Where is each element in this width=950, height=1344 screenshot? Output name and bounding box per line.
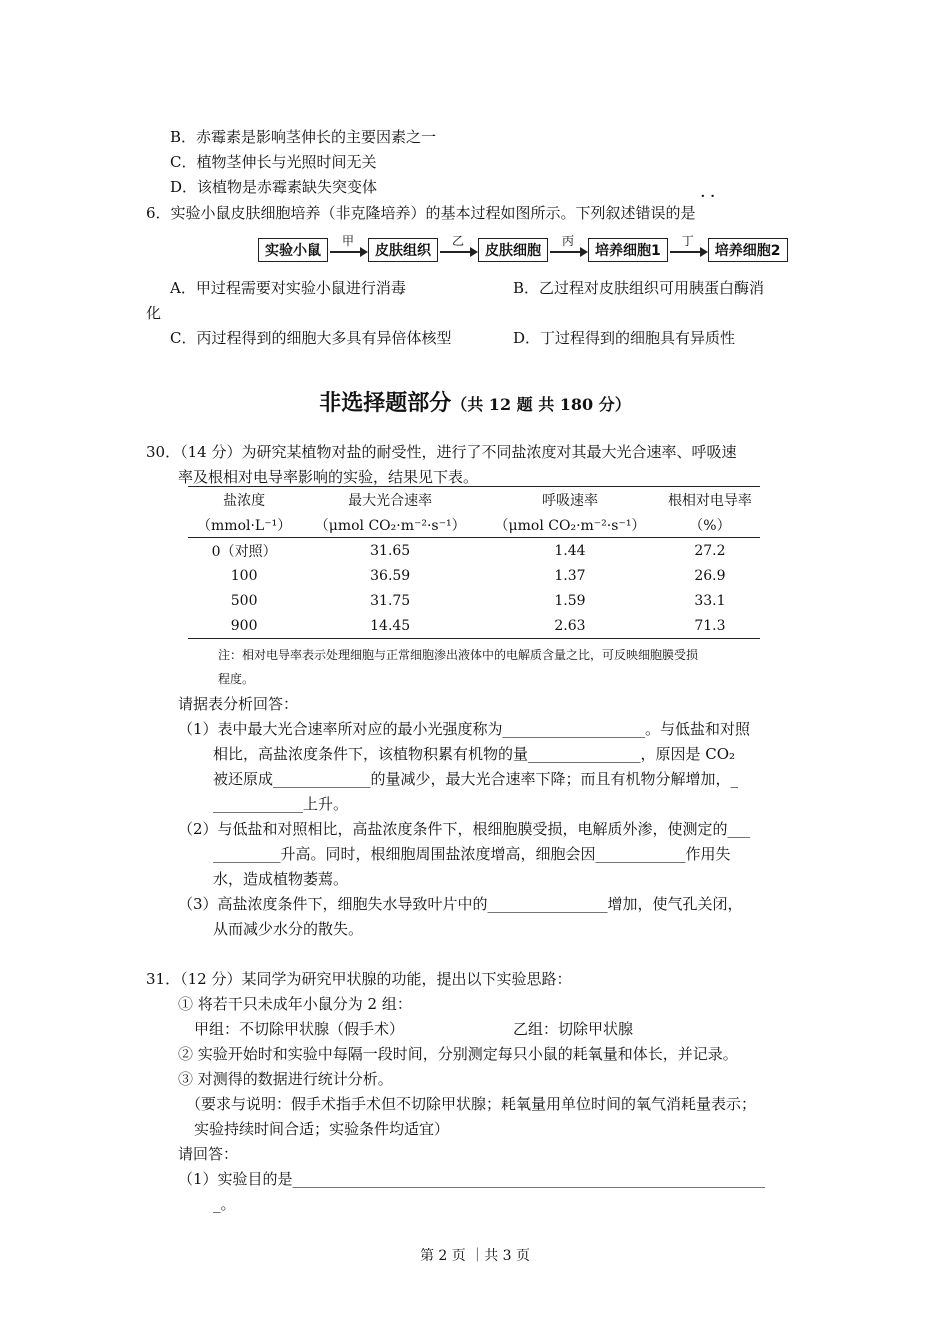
table-cell: 0（对照） [211,543,277,560]
q6-option-c: C．丙过程得到的细胞大多具有异倍体核型 [170,329,452,347]
table-header-unit: （μmol CO₂·m⁻²·s⁻¹） [480,512,660,538]
q6-option-a: A．甲过程需要对实验小鼠进行消毒 [170,279,406,297]
q30-part3-line2: 从而减少水分的散失。 [213,920,364,938]
q31-step3: ③ 对测得的数据进行统计分析。 [178,1070,393,1088]
salt-data-table [188,486,760,639]
q5-option-d: D．该植物是赤霉素缺失突变体 [170,178,378,196]
flow-arrow-jia [328,236,368,264]
table-header-unit: （μmol CO₂·m⁻²·s⁻¹） [300,512,480,538]
table-note-line1: 注：相对电导率表示处理细胞与正常细胞渗出液体中的电解质含量之比，可反映细胞膜受损 [218,648,699,662]
flow-box-culture-1: 培养细胞1 [588,238,668,262]
table-header-units-row [188,512,760,538]
table-cell: 900 [188,613,300,639]
flow-arrow-yi [438,236,478,264]
table-cell: 31.75 [370,592,411,609]
table-header-cell: 盐浓度 [188,487,300,513]
flow-box-mouse: 实验小鼠 [258,238,328,262]
page-footer: 第 2 页 ｜共 3 页 [419,1248,531,1264]
q31-step2: ② 实验开始时和实验中每隔一段时间，分别测定每只小鼠的耗氧量和体长，并记录。 [178,1045,738,1063]
table-cell: 1.59 [554,592,586,609]
flow-arrow-ding [668,236,708,264]
flow-box-culture-2: 培养细胞2 [708,238,788,262]
q30-part2-line2: _________升高。同时，根细胞周围盐浓度增高，细胞会因____________作用失 [213,845,731,863]
flow-step-label: 甲 [341,234,354,248]
table-row [188,613,760,639]
culture-flow-diagram [258,236,788,264]
q30-part3-line1: （3）高盐浓度条件下，细胞失水导致叶片中的________________增加，使气孔关闭， [178,895,743,913]
q6-option-b-wrap: 化 [146,304,162,322]
q30-part1-line1: （1）表中最大光合速率所对应的最小光强度称为___________________。与低盐和对照 [178,720,751,738]
q30-prompt: 请据表分析回答： [178,695,299,713]
flow-step-label: 丙 [561,234,574,248]
q30-part1-line4: ____________上升。 [213,795,349,813]
flow-arrow-bing [548,236,588,264]
q30-part2-line1: （2）与低盐和对照相比，高盐浓度条件下，根细胞膜受损，电解质外渗，使测定的___ [178,820,751,838]
q31-group-a: 甲组：不切除甲状腺（假手术） [194,1020,405,1038]
table-cell: 71.3 [660,613,760,639]
q5-option-b: B．赤霉素是影响茎伸长的主要因素之一 [170,128,437,146]
flow-step-label: 乙 [451,234,464,248]
table-cell: 14.45 [300,613,480,639]
table-row [188,563,760,588]
q30-line1: 30．（14 分）为研究某植物对盐的耐受性，进行了不同盐浓度对其最大光合速率、呼吸速 [146,443,737,461]
table-header-cell: 最大光合速率 [300,487,480,513]
q31-line1: 31．（12 分）某同学为研究甲状腺的功能，提出以下实验思路： [146,970,572,988]
q31-requirement-line2: 实验持续时间合适；实验条件均适宜） [194,1120,450,1138]
section-title [0,386,950,417]
q30-line2: 率及根相对电导率影响的实验，结果见下表。 [178,468,479,486]
q30-part1-line3: 被还原成_____________的量减少，最大光合速率下降；而且有机物分解增加，_ [213,770,739,788]
q31-part1-line1: （1）实验目的是_______________________________________________________________ [178,1170,766,1188]
q6-option-d: D．丁过程得到的细胞具有异质性 [513,329,736,347]
table-note-line2: 程度。 [218,672,255,686]
q5-option-c: C．植物茎伸长与光照时间无关 [170,153,377,171]
emphasis-dots: ·· [700,186,720,207]
table-header-unit: （mmol·L⁻¹） [188,512,300,538]
table-row [188,538,760,564]
q30-part1-line2: 相比，高盐浓度条件下，该植物积累有机物的量_______________，原因是 CO₂ [213,745,736,763]
flow-step-label: 丁 [681,234,694,248]
table-cell: 1.37 [554,567,586,584]
section-title-sub: （共 12 题 共 180 分） [451,395,631,414]
table-cell: 31.65 [370,542,411,559]
table-cell: 33.1 [694,592,726,609]
table-cell: 500 [230,592,258,609]
table-cell: 27.2 [694,542,726,559]
q6-option-b: B．乙过程对皮肤组织可用胰蛋白酶消 [513,279,765,297]
q31-requirement-line1: （要求与说明：假手术指手术但不切除甲状腺；耗氧量用单位时间的氧气消耗量表示； [186,1095,757,1113]
q31-ask: 请回答： [178,1145,239,1163]
table-header-cell: 根相对电导率 [660,487,760,513]
table-header-row [188,487,760,513]
q31-part1-line2: _。 [213,1195,236,1213]
table-row [188,588,760,613]
flow-box-skin-cells: 皮肤细胞 [478,238,548,262]
table-cell: 2.63 [480,613,660,639]
flow-box-skin-tissue: 皮肤组织 [368,238,438,262]
table-cell: 100 [230,567,258,584]
table-cell: 26.9 [694,567,726,584]
q6-stem: 6．实验小鼠皮肤细胞培养（非克隆培养）的基本过程如图所示。下列叙述错误的是 [146,204,696,222]
table-header-unit: （%） [660,512,760,538]
section-title-main: 非选择题部分 [319,391,452,416]
table-cell: 1.44 [554,542,586,559]
table-header-cell: 呼吸速率 [480,487,660,513]
table-cell: 36.59 [370,567,411,584]
q30-part2-line3: 水，造成植物萎蔫。 [213,870,349,888]
q31-group-b: 乙组：切除甲状腺 [513,1020,634,1038]
q31-step1: ① 将若干只未成年小鼠分为 2 组： [178,995,412,1013]
